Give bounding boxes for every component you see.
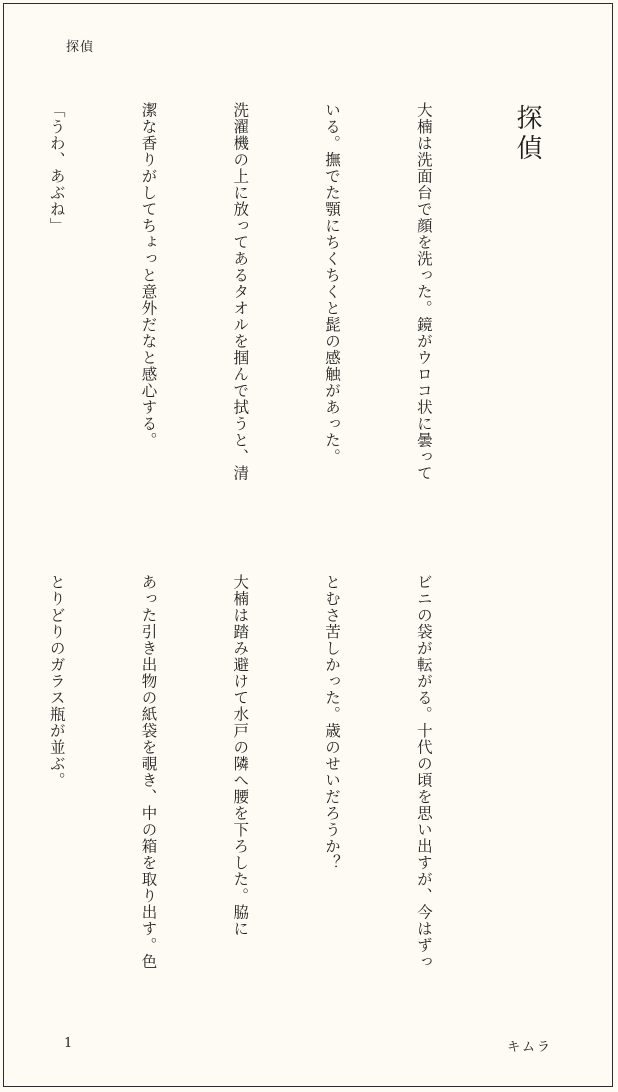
page-number: 1 xyxy=(64,1036,73,1051)
body-text-upper xyxy=(0,102,500,522)
text-line: いる。撫でた顎にちくちくと髭の感触があった。 xyxy=(323,102,342,465)
text-line: 洗濯機の上に放ってあるタオルを掴んで拭うと、清 xyxy=(231,102,250,482)
story-title: 探偵 xyxy=(512,104,542,164)
body-text-lower xyxy=(0,574,500,994)
text-line: とりどりのガラス瓶が並ぶ。 xyxy=(47,574,66,789)
text-line: 「うわ、あぶね」 xyxy=(47,102,66,234)
text-line: 大楠は踏み避けて水戸の隣へ腰を下ろした。脇に xyxy=(231,574,250,937)
author-name: キムラ xyxy=(507,1040,552,1055)
text-line: 大楠は洗面台で顔を洗った。鏡がウロコ状に曇って xyxy=(414,102,433,482)
running-title: 探偵 xyxy=(66,40,95,55)
text-line: あった引き出物の紙袋を覗き、中の箱を取り出す。色 xyxy=(139,574,158,970)
text-line: ビニの袋が転がる。十代の頃を思い出すが、今はずっ xyxy=(414,574,433,970)
text-line: とむさ苦しかった。歳のせいだろうか？ xyxy=(323,574,342,871)
text-line: 潔な香りがしてちょっと意外だなと感心する。 xyxy=(139,102,158,449)
